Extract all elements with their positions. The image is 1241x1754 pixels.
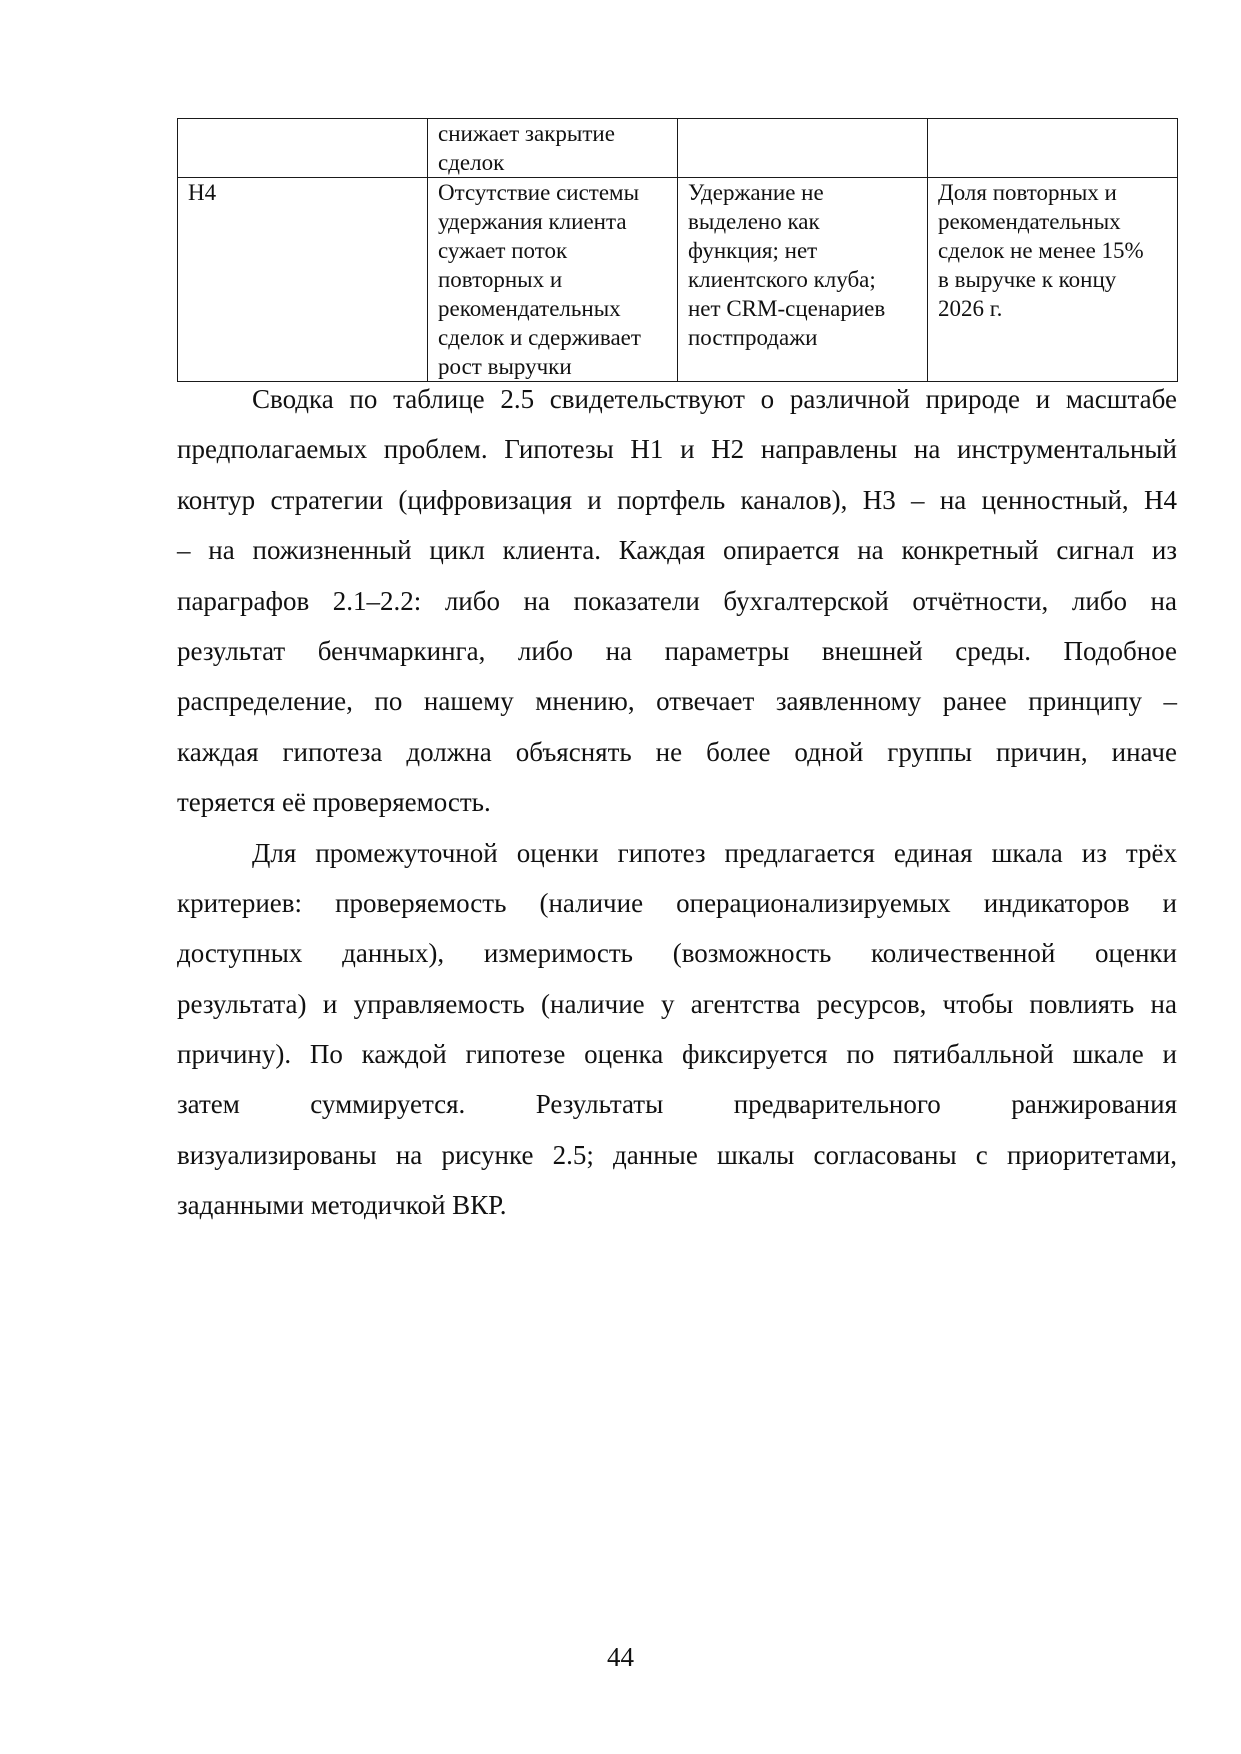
cell-line: 2026 г. [938, 296, 1003, 321]
paragraph-line: распределение, по нашему мнению, отвечает заявленному ранее принципу – [177, 686, 1177, 717]
body-text [177, 374, 1177, 1231]
paragraph-line: затем суммируется. Результаты предварительного ранжирования [177, 1089, 1177, 1120]
cell-line: удержания клиента [438, 209, 627, 234]
table-cell [678, 119, 928, 178]
table-cell [178, 119, 428, 178]
cell-line: сделок и сдерживает [438, 325, 641, 350]
table-row [178, 119, 1178, 178]
paragraph-line: причину). По каждой гипотезе оценка фиксируется по пятибалльной шкале и [177, 1039, 1177, 1070]
cell-line: рекомендательных [938, 209, 1121, 234]
cell-line: постпродажи [688, 325, 818, 350]
paragraph-line: контур стратегии (цифровизация и портфель каналов), H3 – на ценностный, H4 [177, 484, 1177, 515]
cell-line: рекомендательных [438, 296, 621, 321]
paragraph [177, 828, 1177, 1231]
table-cell [678, 178, 928, 382]
table-cell [428, 178, 678, 382]
paragraph-line: заданными методичкой ВКР. [177, 1190, 507, 1221]
paragraph-line: доступных данных), измеримость (возможность количественной оценки [177, 938, 1177, 969]
paragraph-line: параграфов 2.1–2.2: либо на показатели бухгалтерской отчётности, либо на [177, 585, 1177, 616]
paragraph-line: каждая гипотеза должна объяснять не более одной группы причин, иначе [177, 736, 1177, 767]
paragraph-line: результат бенчмаркинга, либо на параметры внешней среды. Подобное [177, 635, 1177, 666]
paragraph-line: – на пожизненный цикл клиента. Каждая опирается на конкретный сигнал из [177, 535, 1177, 566]
cell-line: Доля повторных и [938, 180, 1117, 205]
cell-line: клиентского клуба; [688, 267, 876, 292]
cell-line: снижает закрытие [438, 121, 615, 146]
paragraph-line: результата) и управляемость (наличие у агентства ресурсов, чтобы повлиять на [177, 988, 1177, 1019]
paragraph-line: теряется её проверяемость. [177, 787, 491, 818]
cell-line: нет CRM-сценариев [688, 296, 886, 321]
cell-line: в выручке к концу [938, 267, 1117, 292]
paragraph [177, 374, 1177, 828]
cell-text: H4 [188, 180, 217, 205]
paragraph-line: визуализированы на рисунке 2.5; данные шкалы согласованы с приоритетами, [177, 1139, 1177, 1170]
cell-line: выделено как [688, 209, 820, 234]
page-number: 44 [607, 1642, 634, 1672]
paragraph-line: предполагаемых проблем. Гипотезы H1 и H2 направлены на инструментальный [177, 434, 1177, 465]
table-row [178, 178, 1178, 382]
table-cell [178, 178, 428, 382]
table-cell [428, 119, 678, 178]
cell-line: сужает поток [438, 238, 568, 263]
paragraph-line: критериев: проверяемость (наличие операционализируемых индикаторов и [177, 887, 1177, 918]
paragraph-line: Для промежуточной оценки гипотез предлагается единая шкала из трёх [252, 837, 1177, 868]
cell-line: функция; нет [688, 238, 818, 263]
table-cell [928, 119, 1178, 178]
cell-line: сделок не менее 15% [938, 238, 1144, 263]
hypotheses-table [177, 118, 1178, 382]
cell-line: Отсутствие системы [438, 180, 640, 205]
table-cell [928, 178, 1178, 382]
paragraph-line: Сводка по таблице 2.5 свидетельствуют о различной природе и масштабе [252, 384, 1177, 414]
cell-line: сделок [438, 150, 505, 175]
cell-line: рост выручки [438, 354, 572, 379]
cell-line: Удержание не [688, 180, 824, 205]
cell-line: повторных и [438, 267, 563, 292]
table-body [178, 119, 1178, 382]
